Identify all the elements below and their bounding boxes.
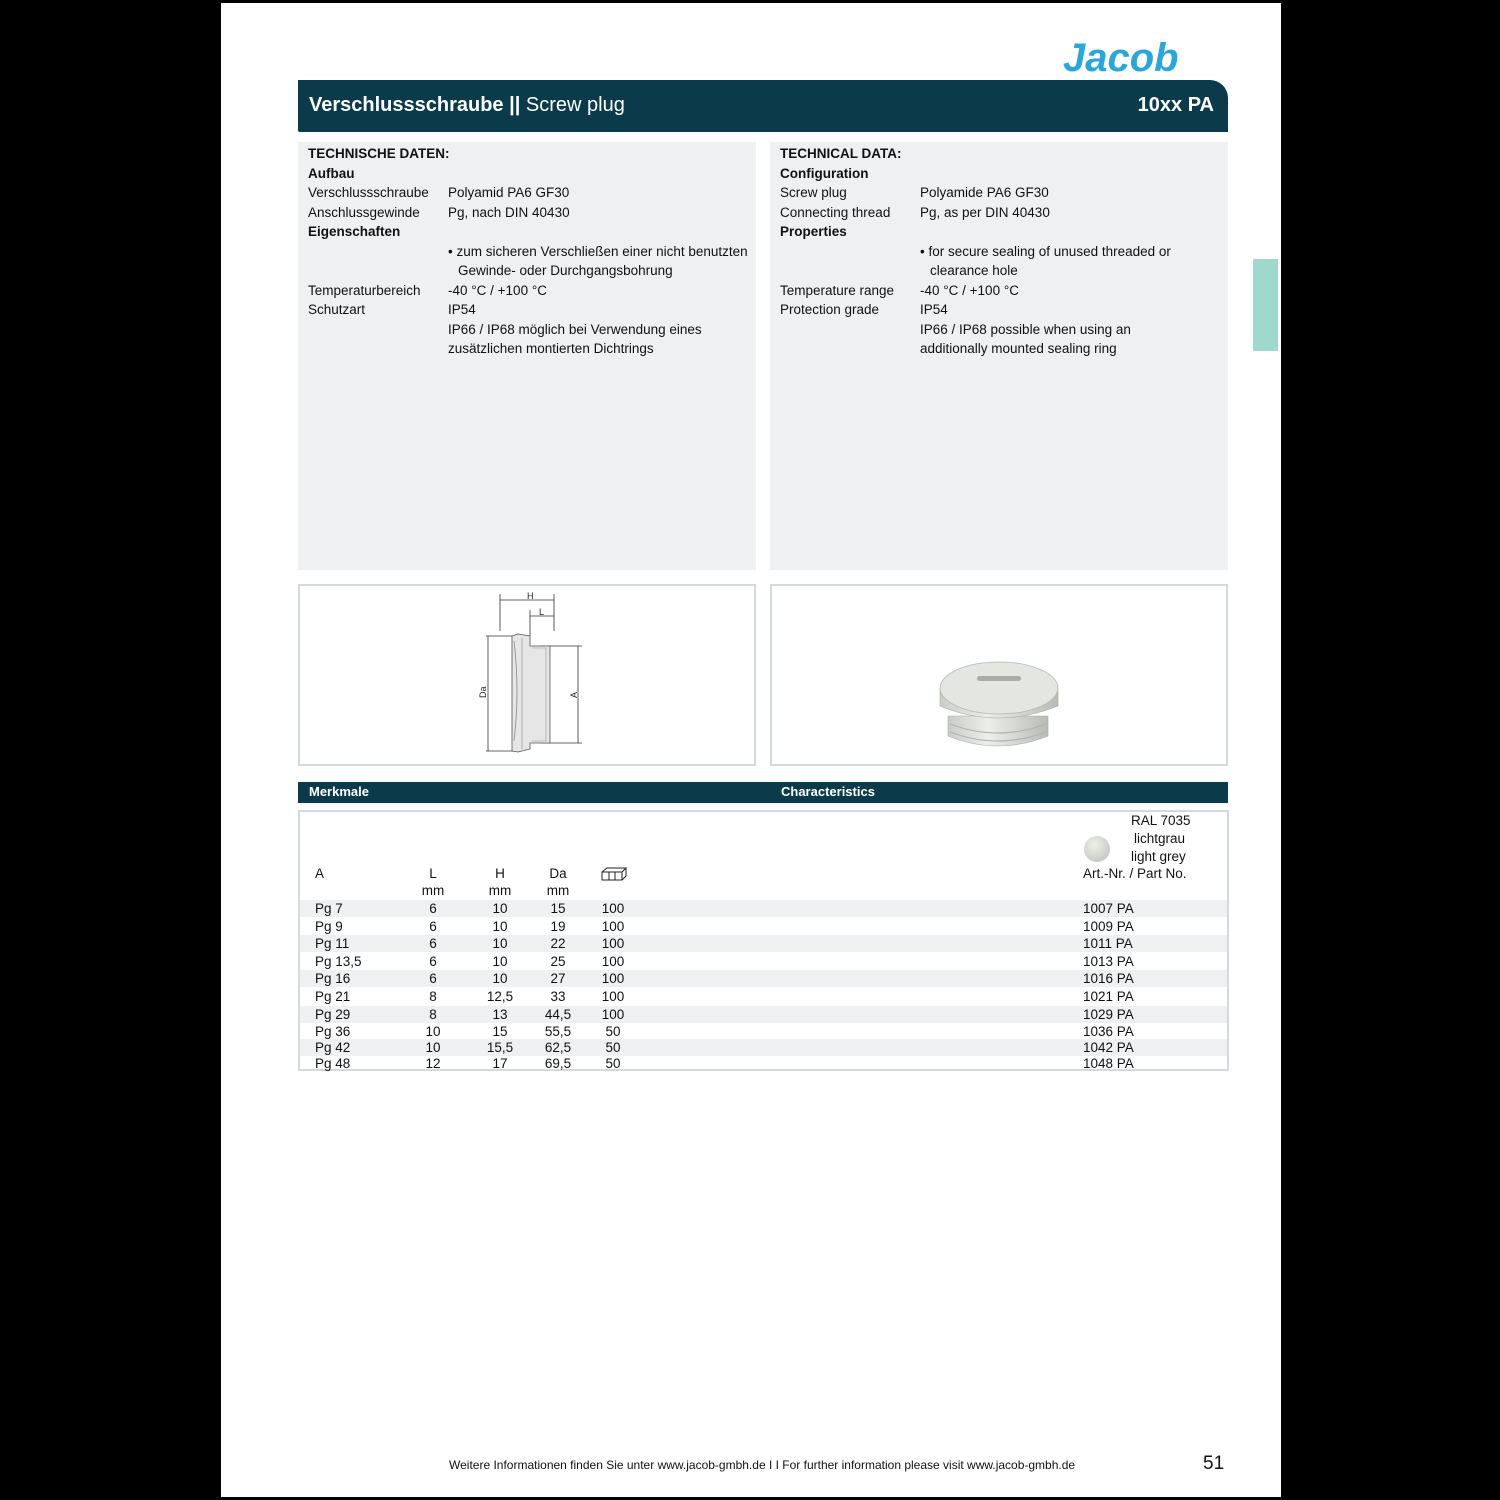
spec-label: Schutzart — [308, 302, 366, 317]
cell-a: Pg 9 — [315, 919, 343, 934]
config-heading: Configuration — [780, 166, 869, 181]
cell-h: 10 — [492, 971, 508, 986]
cell-l: 10 — [425, 1040, 441, 1055]
spec-row — [308, 281, 547, 301]
config-heading: Aufbau — [308, 166, 355, 181]
cell-part-number: 1042 PA — [1083, 1040, 1134, 1055]
cell-h: 10 — [492, 936, 508, 951]
properties-heading: Eigenschaften — [308, 224, 401, 239]
col-header-a: A — [315, 866, 325, 881]
characteristics-label-english: Characteristics — [781, 784, 875, 799]
cell-h: 10 — [492, 954, 508, 969]
cell-quantity: 50 — [605, 1040, 621, 1055]
spec-value: IP54 — [920, 302, 948, 317]
spec-label: Temperaturbereich — [308, 283, 421, 298]
title-bar — [298, 80, 1228, 132]
spec-value: IP54 — [448, 302, 476, 317]
dim-label-a: A — [569, 691, 579, 698]
protection-note-cont: additionally mounted sealing ring — [920, 341, 1117, 356]
page-number: 51 — [1203, 1453, 1225, 1474]
property-bullet-cont: Gewinde- oder Durchgangsbohrung — [458, 263, 673, 278]
cell-part-number: 1009 PA — [1083, 919, 1134, 934]
spec-value: Polyamide PA6 GF30 — [920, 185, 1049, 200]
tech-heading: TECHNICAL DATA: — [780, 146, 902, 161]
cell-l: 6 — [429, 936, 437, 951]
cell-quantity: 100 — [601, 989, 625, 1004]
cell-quantity: 50 — [605, 1024, 621, 1039]
protection-note-cont: zusätzlichen montierten Dichtrings — [448, 341, 654, 356]
color-ral-label: RAL 7035 — [1131, 813, 1191, 828]
cell-part-number: 1013 PA — [1083, 954, 1134, 969]
property-bullet: • for secure sealing of unused threaded or — [920, 244, 1171, 259]
title-english: Screw plug — [525, 94, 625, 116]
cell-da: 27 — [550, 971, 566, 986]
cell-h: 10 — [492, 901, 508, 916]
cell-h: 13 — [492, 1007, 508, 1022]
characteristics-label-german: Merkmale — [309, 784, 369, 799]
cell-h: 10 — [492, 919, 508, 934]
cell-da: 69,5 — [544, 1056, 572, 1071]
product-code: 10xx PA — [1137, 94, 1214, 116]
cell-da: 44,5 — [544, 1007, 572, 1022]
technical-drawing-box — [298, 584, 756, 766]
cell-l: 6 — [429, 901, 437, 916]
title-separator: || — [503, 94, 526, 116]
table-row — [300, 1023, 1227, 1040]
table-row — [300, 1055, 1227, 1072]
cell-a: Pg 48 — [315, 1056, 351, 1071]
cell-l: 12 — [425, 1056, 441, 1071]
cell-l: 10 — [425, 1024, 441, 1039]
dim-label-l: L — [539, 607, 545, 617]
technical-data-german — [298, 142, 756, 570]
cell-part-number: 1021 PA — [1083, 989, 1134, 1004]
cell-h: 12,5 — [486, 989, 514, 1004]
table-row — [300, 1006, 1227, 1023]
spec-row — [780, 183, 1049, 203]
product-table — [298, 810, 1229, 1071]
footer-text: Weitere Informationen finden Sie unter www.jacob-gmbh.de I I For further information please visit www.jacob-gmbh.de — [449, 1458, 1076, 1472]
col-header-da: Da — [549, 866, 567, 881]
table-row — [300, 1039, 1227, 1056]
unit-label: mm — [488, 883, 512, 898]
cell-l: 8 — [429, 989, 437, 1004]
color-german-label: lichtgrau — [1134, 831, 1186, 846]
cell-h: 15,5 — [486, 1040, 514, 1055]
protection-note: IP66 / IP68 möglich bei Verwendung eines — [448, 322, 702, 337]
cell-l: 6 — [429, 954, 437, 969]
spec-row — [780, 300, 948, 320]
color-swatch-icon — [1084, 836, 1110, 862]
spec-label: Screw plug — [780, 185, 847, 200]
jacob-logo — [1061, 37, 1231, 77]
cell-da: 33 — [550, 989, 566, 1004]
spec-value: Pg, nach DIN 40430 — [448, 205, 570, 220]
cell-da: 62,5 — [544, 1040, 572, 1055]
cell-quantity: 50 — [605, 1056, 621, 1071]
spec-row — [308, 203, 570, 223]
cell-a: Pg 11 — [315, 936, 350, 951]
cell-a: Pg 21 — [315, 989, 351, 1004]
spec-row — [308, 183, 570, 203]
cell-a: Pg 13,5 — [315, 954, 362, 969]
spec-label: Anschlussgewinde — [308, 205, 420, 220]
col-header-h: H — [495, 866, 505, 881]
part-number-header: Art.-Nr. / Part No. — [1083, 866, 1187, 881]
table-row — [300, 953, 1227, 970]
cell-da: 15 — [550, 901, 566, 916]
technical-drawing — [300, 586, 754, 764]
catalog-page — [221, 3, 1281, 1497]
table-row — [300, 935, 1227, 952]
cell-quantity: 100 — [601, 936, 625, 951]
properties-heading: Properties — [780, 224, 847, 239]
cell-da: 19 — [550, 919, 566, 934]
cell-a: Pg 29 — [315, 1007, 351, 1022]
table-row — [300, 988, 1227, 1005]
characteristics-bar — [298, 782, 1228, 803]
spec-value: Pg, as per DIN 40430 — [920, 205, 1050, 220]
cell-a: Pg 16 — [315, 971, 351, 986]
spec-value: -40 °C / +100 °C — [448, 283, 547, 298]
spec-row — [780, 203, 1050, 223]
cell-part-number: 1011 PA — [1083, 936, 1133, 951]
tech-heading: TECHNISCHE DATEN: — [308, 146, 450, 161]
cell-quantity: 100 — [601, 901, 625, 916]
cell-part-number: 1048 PA — [1083, 1056, 1134, 1071]
cell-a: Pg 7 — [315, 901, 343, 916]
unit-label: mm — [421, 883, 445, 898]
cell-h: 17 — [492, 1056, 508, 1071]
spec-label: Protection grade — [780, 302, 880, 317]
cell-da: 25 — [550, 954, 566, 969]
spec-row — [780, 281, 1019, 301]
cell-part-number: 1016 PA — [1083, 971, 1134, 986]
cell-da: 55,5 — [544, 1024, 572, 1039]
spec-value: Polyamid PA6 GF30 — [448, 185, 570, 200]
product-photo — [772, 586, 1226, 764]
dim-label-h: H — [527, 591, 534, 601]
svg-text:Jacob: Jacob — [1063, 37, 1179, 77]
title-german: Verschlussschraube — [309, 94, 504, 116]
cell-da: 22 — [550, 936, 566, 951]
table-row — [300, 970, 1227, 987]
product-photo-box — [770, 584, 1228, 766]
spec-value: -40 °C / +100 °C — [920, 283, 1019, 298]
cell-h: 15 — [492, 1024, 508, 1039]
table-row — [300, 918, 1227, 935]
cell-l: 6 — [429, 971, 437, 986]
page-title — [309, 94, 625, 117]
color-english-label: light grey — [1131, 849, 1186, 864]
spec-row — [308, 300, 476, 320]
cell-a: Pg 42 — [315, 1040, 351, 1055]
property-bullet: • zum sicheren Verschließen einer nicht benutzten — [448, 244, 748, 259]
section-tab-marker — [1253, 259, 1278, 351]
cell-part-number: 1036 PA — [1083, 1024, 1134, 1039]
cell-quantity: 100 — [601, 954, 625, 969]
dim-label-da: Da — [478, 686, 488, 698]
cell-quantity: 100 — [601, 919, 625, 934]
cell-l: 6 — [429, 919, 437, 934]
col-header-l: L — [429, 866, 437, 881]
protection-note: IP66 / IP68 possible when using an — [920, 322, 1131, 337]
cell-quantity: 100 — [601, 1007, 625, 1022]
cell-part-number: 1007 PA — [1083, 901, 1134, 916]
spec-label: Connecting thread — [780, 205, 891, 220]
unit-label: mm — [546, 883, 570, 898]
technical-data-english — [770, 142, 1228, 570]
property-bullet-cont: clearance hole — [930, 263, 1018, 278]
cell-part-number: 1029 PA — [1083, 1007, 1134, 1022]
cell-l: 8 — [429, 1007, 437, 1022]
spec-label: Verschlussschraube — [308, 185, 429, 200]
spec-label: Temperature range — [780, 283, 895, 298]
cell-a: Pg 36 — [315, 1024, 351, 1039]
table-row — [300, 900, 1227, 917]
cell-quantity: 100 — [601, 971, 625, 986]
package-quantity-icon — [601, 867, 627, 881]
